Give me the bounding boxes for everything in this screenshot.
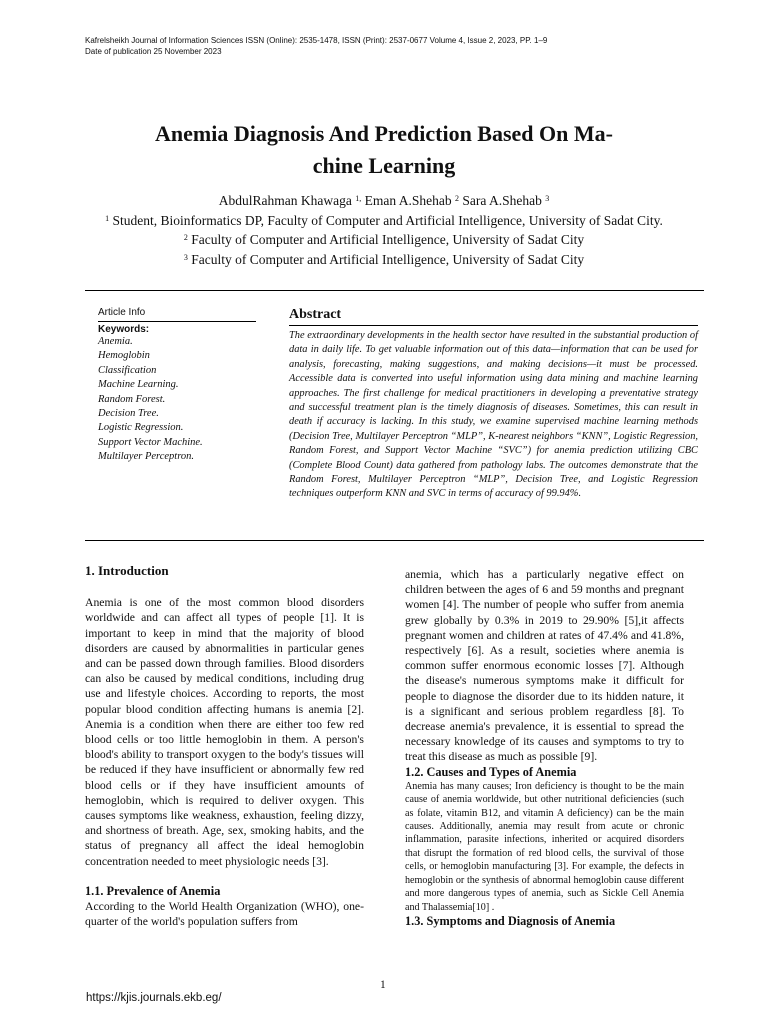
- keyword-item: Support Vector Machine.: [98, 436, 203, 448]
- author-1: AbdulRahman Khawaga: [218, 193, 356, 208]
- affiliation-2: $^2$ Faculty of Computer and Artificial Intelligence, University of Sadat City: [183, 232, 585, 247]
- top-divider: [85, 290, 704, 291]
- prevalence-paragraph-continued: anemia, which has a particularly negative effect on children between the ages of 6 and 59 months and pregnant women [4]. The number of people who suffer from anemia grew globally by 0.3% in 2019 to 29.90% [5],it affects pregnant women and children at rates of 47.4% and 41.8%, respectively [6]. As a result, societies where anemia is common suffer enormous economic losses [7]. Although the disease's numerous symptoms make it difficult for people to diagnose the disorder due to its hidden nature, it is a significant and serious problem regardless [8]. To decrease anemia's prevalence, it is essential to spread the necessary knowledge of its causes and symptoms to try to treat this disease as much as possible [9].: [405, 568, 684, 764]
- article-info-heading: Article Info: [98, 307, 256, 322]
- keyword-item: Classification: [98, 364, 157, 376]
- subsection-heading-symptoms: 1.3. Symptoms and Diagnosis of Anemia: [405, 913, 616, 928]
- publication-date-line: Date of publication 25 November 2023: [85, 47, 222, 56]
- article-info-panel: [98, 307, 256, 465]
- section-heading-introduction: 1. Introduction: [85, 563, 169, 578]
- author-names: [60, 191, 708, 211]
- keywords-heading: Keywords:: [98, 324, 150, 335]
- keyword-item: Multilayer Perceptron.: [98, 451, 195, 463]
- paper-title-line-1: Anemia Diagnosis And Prediction Based On Ma-: [155, 121, 613, 146]
- author-block: [60, 191, 708, 269]
- keywords-list: [98, 335, 256, 465]
- author-1-affil: 1,: [355, 194, 362, 203]
- author-2-affil: 2: [454, 194, 459, 203]
- prevalence-paragraph: According to the World Health Organization (WHO), one-quarter of the world's population suffers from: [85, 900, 364, 929]
- left-column: [85, 563, 364, 929]
- author-2: Eman A.Shehab: [361, 193, 455, 208]
- abstract-text: The extraordinary developments in the health sector have resulted in the substantial production of data in daily life. To get valuable information out of this data—information that can be used for analysis, forecasting, making suggestions, and making decisions—it must be processed. Accessible data is converted into useful information using data mining and machine learning approaches. The first challenge for medical practitioners in developing a preventative strategy and successful treatment plan is the timely diagnosis of diseases. Sometimes, this can result in death if accuracy is lacking. In this study, we examine supervised machine learning methods (Decision Tree, Multilayer Perceptron “MLP”, K-nearest neighbors “KNN”, Logistic Regression, Random Forest, and Support Vector Machine “SVC”) for anemia prediction utilizing CBC (Complete Blood Count) data gathered from pathology labs. The outcomes demonstrate that the Random Forest, Multilayer Perceptron “MLP”, Decision Tree, and Logistic Regression techniques outperform KNN and SVC in terms of accuracy of 99.94%.: [289, 330, 698, 500]
- keyword-item: Logistic Regression.: [98, 422, 184, 434]
- keyword-item: Machine Learning.: [98, 379, 179, 391]
- paper-title-line-2: chine Learning: [312, 153, 456, 178]
- subsection-heading-prevalence: 1.1. Prevalence of Anemia: [85, 883, 221, 898]
- introduction-paragraph: Anemia is one of the most common blood disorders worldwide and can affect all types of people [1]. It is important to keep in mind that the majority of blood disorders are caused by abnormalities in particular genes and can be passed down through families. Blood disorders can also be caused by medical conditions, including drug use and lifestyle choices. According to reports, the most popular blood condition affecting humans is anemia [2]. Anemia is a condition when there are either too few red blood cells or too little hemoglobin in them. A person's blood's ability to transport oxygen to the body's tissues will be reduced if they have insufficient or abnormally few red blood cells or if they have insufficient amounts of hemoglobin, which is required to deliver oxygen. This causes symptoms like weakness, exhaustion, feeling dizzy, and shortness of breath. Age, sex, smoking habits, and the status of pregnancy all affect the ideal hemoglobin concentration needed to meet physiologic needs [3].: [85, 596, 364, 868]
- abstract-bottom-divider: [85, 540, 704, 541]
- keyword-item: Decision Tree.: [98, 408, 159, 420]
- keyword-item: Hemoglobin: [98, 350, 150, 362]
- journal-header: [85, 35, 547, 57]
- page-number: 1: [380, 979, 386, 991]
- journal-url-link[interactable]: https://kjis.journals.ekb.eg/: [86, 992, 222, 1004]
- abstract-panel: [289, 307, 698, 502]
- keyword-item: Random Forest.: [98, 393, 166, 405]
- subsection-heading-causes: 1.2. Causes and Types of Anemia: [405, 764, 577, 779]
- right-column: [405, 567, 684, 929]
- affiliation-3: $^3$ Faculty of Computer and Artificial Intelligence, University of Sadat City: [183, 251, 585, 267]
- keyword-item: Anemia.: [98, 336, 133, 347]
- affiliation-1: $^1$ Student, Bioinformatics DP, Faculty of Computer and Artificial Intelligence, University of Sadat City.: [105, 212, 663, 228]
- paper-title: [80, 118, 688, 182]
- abstract-heading: Abstract: [289, 307, 698, 326]
- causes-paragraph: Anemia has many causes; Iron deficiency is thought to be the main cause of anemia worldwide, but other nutritional deficiencies (such as folate, vitamin B12, and vitamin A deficiency) can be the main causes. Additionally, anemia may result from acute or chronic inflammation, parasite infections, inherited or acquired disorders that disrupt the formation of red blood cells, the survival of those cells, or hemoglobin manufacturing [3]. For example, the defects in hemoglobin or the synthesis of abnormal hemoglobin cause different and more dangerous types of anemia, such as Sickle Cell Anemia and Thalassemia[10] .: [405, 780, 684, 913]
- author-3-affil: 3: [545, 194, 550, 203]
- author-3: Sara A.Shehab: [458, 193, 546, 208]
- journal-citation-line: Kafrelsheikh Journal of Information Sciences ISSN (Online): 2535-1478, ISSN (Print): 2537-0677 Volume 4, Issue 2, 2023, PP. 1–9: [85, 36, 548, 45]
